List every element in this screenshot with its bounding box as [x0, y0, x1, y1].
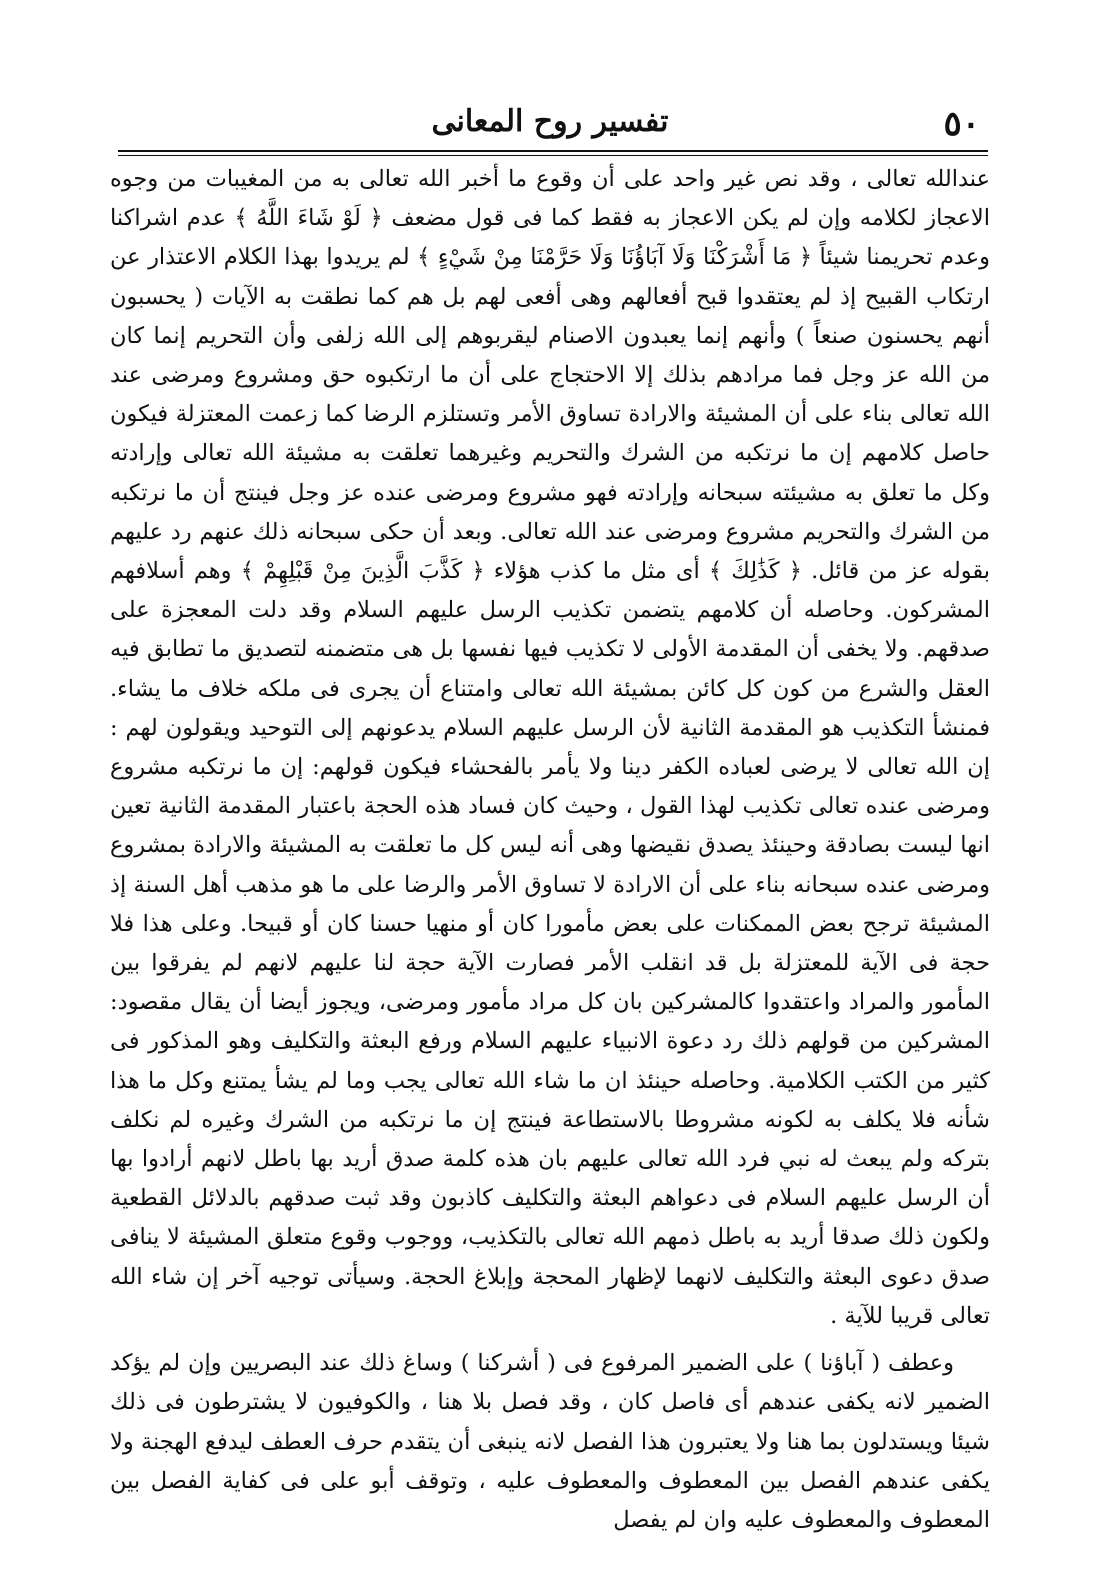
page-header [120, 96, 980, 154]
paragraph-1: عندالله تعالى ، وقد نص غير واحد على أن وقوع ما أخبر الله تعالى به من المغيبات من وجوه الاعجاز لكلامه وإن لم يكن الاعجاز به فقط كما فى قول مضعف ﴿ لَوْ شَاءَ اللَّهُ ﴾ عدم اشراكنا وعدم تحريمنا شيئاً ﴿ مَا أَشْرَكْنَا وَلَا آبَاؤُنَا وَلَا حَرَّمْنَا مِنْ شَيْءٍ ﴾ لم يريدوا بهذا الكلام الاعتذار عن ارتكاب القبيح إذ لم يعتقدوا قبح أفعالهم وهى أفعى لهم بل هم كما نطقت به الآيات ( يحسبون أنهم يحسنون صنعاً ) وأنهم إنما يعبدون الاصنام ليقربوهم إلى الله زلفى وأن التحريم إنما كان من الله عز وجل فما مرادهم بذلك إلا الاحتجاج على أن ما ارتكبوه حق ومشروع ومرضى عند الله تعالى بناء على أن المشيئة والارادة تساوق الأمر وتستلزم الرضا كما زعمت المعتزلة فيكون حاصل كلامهم إن ما نرتكبه من الشرك والتحريم وغيرهما تعلقت به مشيئة الله تعالى وإرادته وكل ما تعلق به مشيئته سبحانه وإرادته فهو مشروع ومرضى عنده عز وجل فينتج أن ما نرتكبه من الشرك والتحريم مشروع ومرضى عند الله تعالى. وبعد أن حكى سبحانه ذلك عنهم رد عليهم بقوله عز من قائل. ﴿ كَذَٰلِكَ ﴾ أى مثل ما كذب هؤلاء ﴿ كَذَّبَ الَّذِينَ مِنْ قَبْلِهِمْ ﴾ وهم أسلافهم المشركون. وحاصله أن كلامهم يتضمن تكذيب الرسل عليهم السلام وقد دلت المعجزة على صدقهم. ولا يخفى أن المقدمة الأولى لا تكذيب فيها نفسها بل هى متضمنه لتصديق ما تطابق فيه العقل والشرع من كون كل كائن بمشيئة الله تعالى وامتناع أن يجرى فى ملكه خلاف ما يشاء. فمنشأ التكذيب هو المقدمة الثانية لأن الرسل عليهم السلام يدعونهم إلى التوحيد ويقولون لهم : إن الله تعالى لا يرضى لعباده الكفر دينا ولا يأمر بالفحشاء فيكون قولهم: إن ما نرتكبه مشروع ومرضى عنده تعالى تكذيب لهذا القول ، وحيث كان فساد هذه الحجة باعتبار المقدمة الثانية تعين انها ليست بصادقة وحينئذ يصدق نقيضها وهى أنه ليس كل ما تعلقت به المشيئة والارادة بمشروع ومرضى عنده سبحانه بناء على أن الارادة لا تساوق الأمر والرضا على ما هو مذهب أهل السنة إذ المشيئة ترجح بعض الممكنات على بعض مأمورا كان أو منهيا حسنا كان أو قبيحا. وعلى هذا فلا حجة فى الآية للمعتزلة بل قد انقلب الأمر فصارت الآية حجة لنا عليهم لانهم لم يفرقوا بين المأمور والمراد واعتقدوا كالمشركين بان كل مراد مأمور ومرضى، ويجوز أيضا أن يقال مقصود: المشركين من قولهم ذلك رد دعوة الانبياء عليهم السلام ورفع البعثة والتكليف وهو المذكور فى كثير من الكتب الكلامية. وحاصله حينئذ ان ما شاء الله تعالى يجب وما لم يشأ يمتنع وكل ما هذا شأنه فلا يكلف به لكونه مشروطا بالاستطاعة فينتج إن ما نرتكبه من الشرك وغيره لم نكلف بتركه ولم يبعث له نبي فرد الله تعالى عليهم بان هذه كلمة صدق أريد بها باطل لانهم أرادوا بها أن الرسل عليهم السلام فى دعواهم البعثة والتكليف كاذبون وقد ثبت صدقهم بالدلائل القطعية ولكون ذلك صدقا أريد به باطل ذمهم الله تعالى بالتكذيب، ووجوب وقوع متعلق المشيئة لا ينافى صدق دعوى البعثة والتكليف لانهما لإظهار المحجة وإبلاغ الحجة. وسيأتى توجيه آخر إن شاء الله تعالى قريبا للآية . [110, 166, 990, 1329]
header-rule-thin [118, 155, 988, 156]
page-number: ٥٠ [943, 104, 980, 144]
paragraph-2: وعطف ( آباؤنا ) على الضمير المرفوع فى ( أشركنا ) وساغ ذلك عند البصريين وإن لم يؤكد الضمير لانه يكفى عندهم أى فاصل كان ، وقد فصل بلا هنا ، والكوفيون لا يشترطون فى ذلك شيئا ويستدلون بما هنا ولا يعتبرون هذا الفصل لانه ينبغى أن يتقدم حرف العطف ليدفع الهجنة ولا يكفى عندهم الفصل بين المعطوف والمعطوف عليه ، وتوقف أبو على فى كفاية الفصل بين المعطوف والمعطوف عليه وان لم يفصل [110, 1350, 990, 1533]
header-rule [118, 150, 988, 152]
running-title: تفسير روح المعانى [431, 104, 669, 139]
body-text [110, 160, 990, 1540]
